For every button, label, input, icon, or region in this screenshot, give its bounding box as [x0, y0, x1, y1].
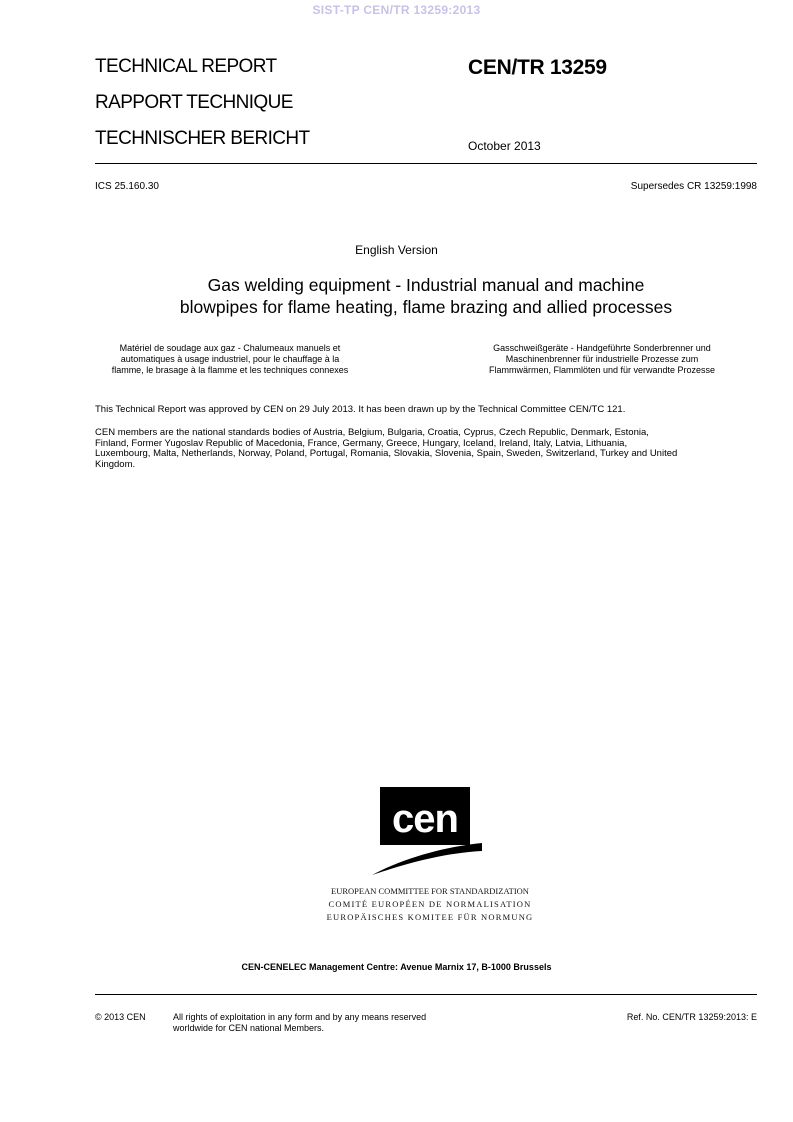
org-name-en: EUROPEAN COMMITTEE FOR STANDARDIZATION [331, 886, 529, 896]
rights-line: All rights of exploitation in any form and by any means reserved [173, 1012, 427, 1022]
title-german-line: Maschinenbrenner für industrielle Prozesse zum [505, 354, 699, 364]
cen-logo [372, 787, 484, 877]
report-type-de: TECHNISCHER BERICHT [95, 128, 310, 149]
report-type-fr: RAPPORT TECHNIQUE [95, 92, 293, 113]
members-paragraph [95, 428, 760, 470]
supersedes-note: Supersedes CR 13259:1998 [630, 181, 757, 192]
title-german-line: Flammwärmen, Flammlöten und für verwandte Prozesse [488, 365, 716, 375]
reference-number: Ref. No. CEN/TR 13259:2013: E [626, 1012, 757, 1022]
copyright-notice: © 2013 CEN [95, 1012, 146, 1022]
document-title [95, 274, 757, 318]
title-german-line: Gasschweißgeräte - Handgeführte Sonderbrenner und [493, 343, 711, 353]
title-french [80, 343, 380, 376]
members-line: Kingdom. [95, 458, 136, 470]
document-number: CEN/TR 13259 [468, 56, 607, 79]
title-line: Gas welding equipment - Industrial manual and machine [207, 275, 645, 295]
title-german [452, 343, 752, 376]
members-line: Luxembourg, Malta, Netherlands, Norway, Poland, Portugal, Romania, Slovakia, Slovenia, Spain, Sweden, Switzerland, Turkey and United [95, 448, 678, 459]
header-rule [95, 163, 757, 164]
rights-line: worldwide for CEN national Members. [173, 1022, 325, 1033]
members-line: Finland, Former Yugoslav Republic of Macedonia, France, Germany, Greece, Hungary, Iceland, Ireland, Italy, Latvia, Lithuania, [95, 437, 628, 449]
title-french-line: automatiques à usage industriel, pour le chauffage à la [120, 354, 340, 364]
management-centre-address: CEN-CENELEC Management Centre: Avenue Marnix 17, B-1000 Brussels [241, 962, 552, 972]
title-french-line: Matériel de soudage aux gaz - Chalumeaux manuels et [119, 343, 341, 353]
org-name-fr: COMITÉ EUROPÉEN DE NORMALISATION [328, 899, 532, 909]
org-name-de: EUROPÄISCHES KOMITEE FÜR NORMUNG [326, 912, 534, 922]
footer-rule [95, 994, 757, 995]
report-type-en: TECHNICAL REPORT [95, 56, 277, 77]
cen-logo-text: cen [392, 797, 458, 841]
watermark-text: SIST-TP CEN/TR 13259:2013 [312, 3, 481, 17]
members-line: CEN members are the national standards bodies of Austria, Belgium, Bulgaria, Croatia, Cyprus, Czech Republic, Denmark, Estonia, [95, 427, 649, 438]
ics-code: ICS 25.160.30 [95, 181, 159, 192]
rights-notice [173, 1012, 503, 1033]
language-version: English Version [355, 243, 438, 257]
publication-date: October 2013 [468, 139, 541, 153]
approval-paragraph: This Technical Report was approved by CEN on 29 July 2013. It has been drawn up by the Technical Committee CEN/TC 121. [95, 404, 626, 415]
title-line: blowpipes for flame heating, flame brazing and allied processes [179, 297, 673, 317]
title-french-line: flamme, le brasage à la flamme et les techniques connexes [111, 365, 349, 375]
